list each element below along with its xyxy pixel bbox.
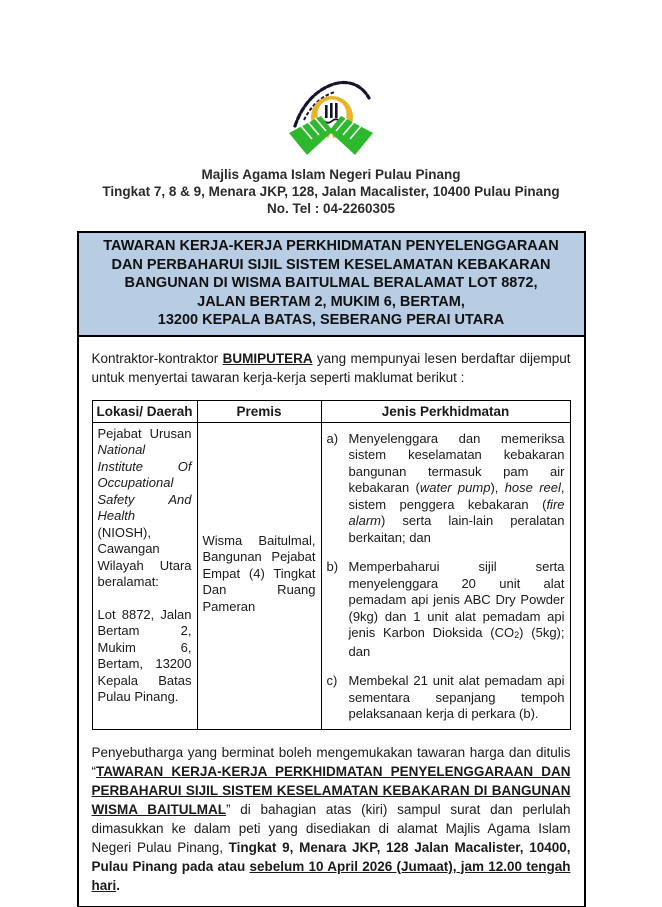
title-line: BANGUNAN DI WISMA BAITULMAL BERALAMAT LOT 8872,	[124, 275, 538, 291]
service-item-a	[327, 431, 565, 547]
title-line: JALAN BERTAM 2, MUKIM 6, BERTAM,	[197, 293, 465, 310]
location-cell	[92, 422, 197, 729]
spacer	[98, 591, 192, 607]
letterhead	[0, 0, 662, 217]
title-line: 13200 KEPALA BATAS, SEBERANG PERAI UTARA	[157, 312, 505, 328]
column-header-service-type: Jenis Perkhidmatan	[321, 400, 570, 422]
premises-cell	[197, 422, 321, 729]
location-address: Lot 8872, Jalan Bertam 2, Mukim 6, Bertam, 13200 Kepala Batas Pulau Pinang.	[97, 606, 192, 704]
service-item-b	[327, 559, 565, 660]
service-label: a)	[326, 430, 339, 446]
table-header-row	[92, 400, 570, 422]
table-row	[92, 422, 570, 729]
org-telephone: No. Tel : 04-2260305	[266, 201, 396, 216]
service-text: Memperbaharui sijil serta menyelenggara 20 unit alat pemadam api jenis ABC Dry Powder (9kg) dan 1 unit alat pemadam api jenis Karbon Dioksida (CO2) (5kg); dan	[348, 559, 565, 659]
organization-emblem-icon	[281, 76, 381, 162]
notice-body-box	[77, 337, 586, 907]
org-address: Tingkat 7, 8 & 9, Menara JKP, 128, Jalan Macalister, 10400 Pulau Pinang	[102, 184, 560, 199]
title-line: DAN PERBAHARUI SIJIL SISTEM KESELAMATAN KEBAKARAN	[111, 256, 551, 273]
services-table	[92, 400, 571, 730]
column-header-location: Lokasi/ Daerah	[92, 400, 197, 422]
services-cell	[321, 422, 570, 729]
title-line: TAWARAN KERJA-KERJA PERKHIDMATAN PENYELENGGARAAN	[103, 238, 559, 254]
notice-title-box	[77, 231, 586, 337]
service-text: Membekal 21 unit alat pemadam api sementara sepanjang tempoh pelaksanaan kerja di perkara (b).	[348, 673, 565, 722]
service-label: c)	[326, 673, 338, 689]
column-header-premises: Premis	[197, 400, 321, 422]
org-name: Majlis Agama Islam Negeri Pulau Pinang	[201, 167, 461, 182]
service-item-c	[327, 673, 565, 723]
closing-paragraph: Penyebutharga yang berminat boleh mengemukakan tawaran harga dan ditulis “TAWARAN KERJA-KERJA PERKHIDMATAN PENYELENGGARAAN DAN PERBAHARUI SIJIL SISTEM KESELAMATAN KEBAKARAN DI BANGUNAN WISMA BAITULMAL” di bahagian atas (kiri) sampul surat dan perlulah dimasukkan ke dalam peti yang disediakan di alamat Majlis Agama Islam Negeri Pulau Pinang, Tingkat 9, Menara JKP, 128 Jalan Macalister, 10400, Pulau Pinang pada atau sebelum 10 April 2026 (Jumaat), jam 12.00 tengah hari.	[91, 744, 571, 893]
location-office: Pejabat Urusan National Institute Of Occupational Safety And Health (NIOSH), Cawangan Wilayah Utara beralamat:	[97, 425, 192, 589]
premises-description: Wisma Baitulmal, Bangunan Pejabat Empat (4) Tingkat Dan Ruang Pameran	[202, 532, 316, 614]
service-text: Menyelenggara dan memeriksa sistem keselamatan kebakaran bangunan termasuk pam air kebakaran (water pump), hose reel, sistem penggera kebakaran (fire alarm) serta lain-lain peralatan berkaitan; dan	[348, 430, 565, 545]
intro-paragraph: Kontraktor-kontraktor BUMIPUTERA yang mempunyai lesen berdaftar dijemput untuk menyertai tawaran kerja-kerja seperti maklumat berikut :	[91, 350, 571, 385]
service-label: b)	[326, 559, 339, 574]
